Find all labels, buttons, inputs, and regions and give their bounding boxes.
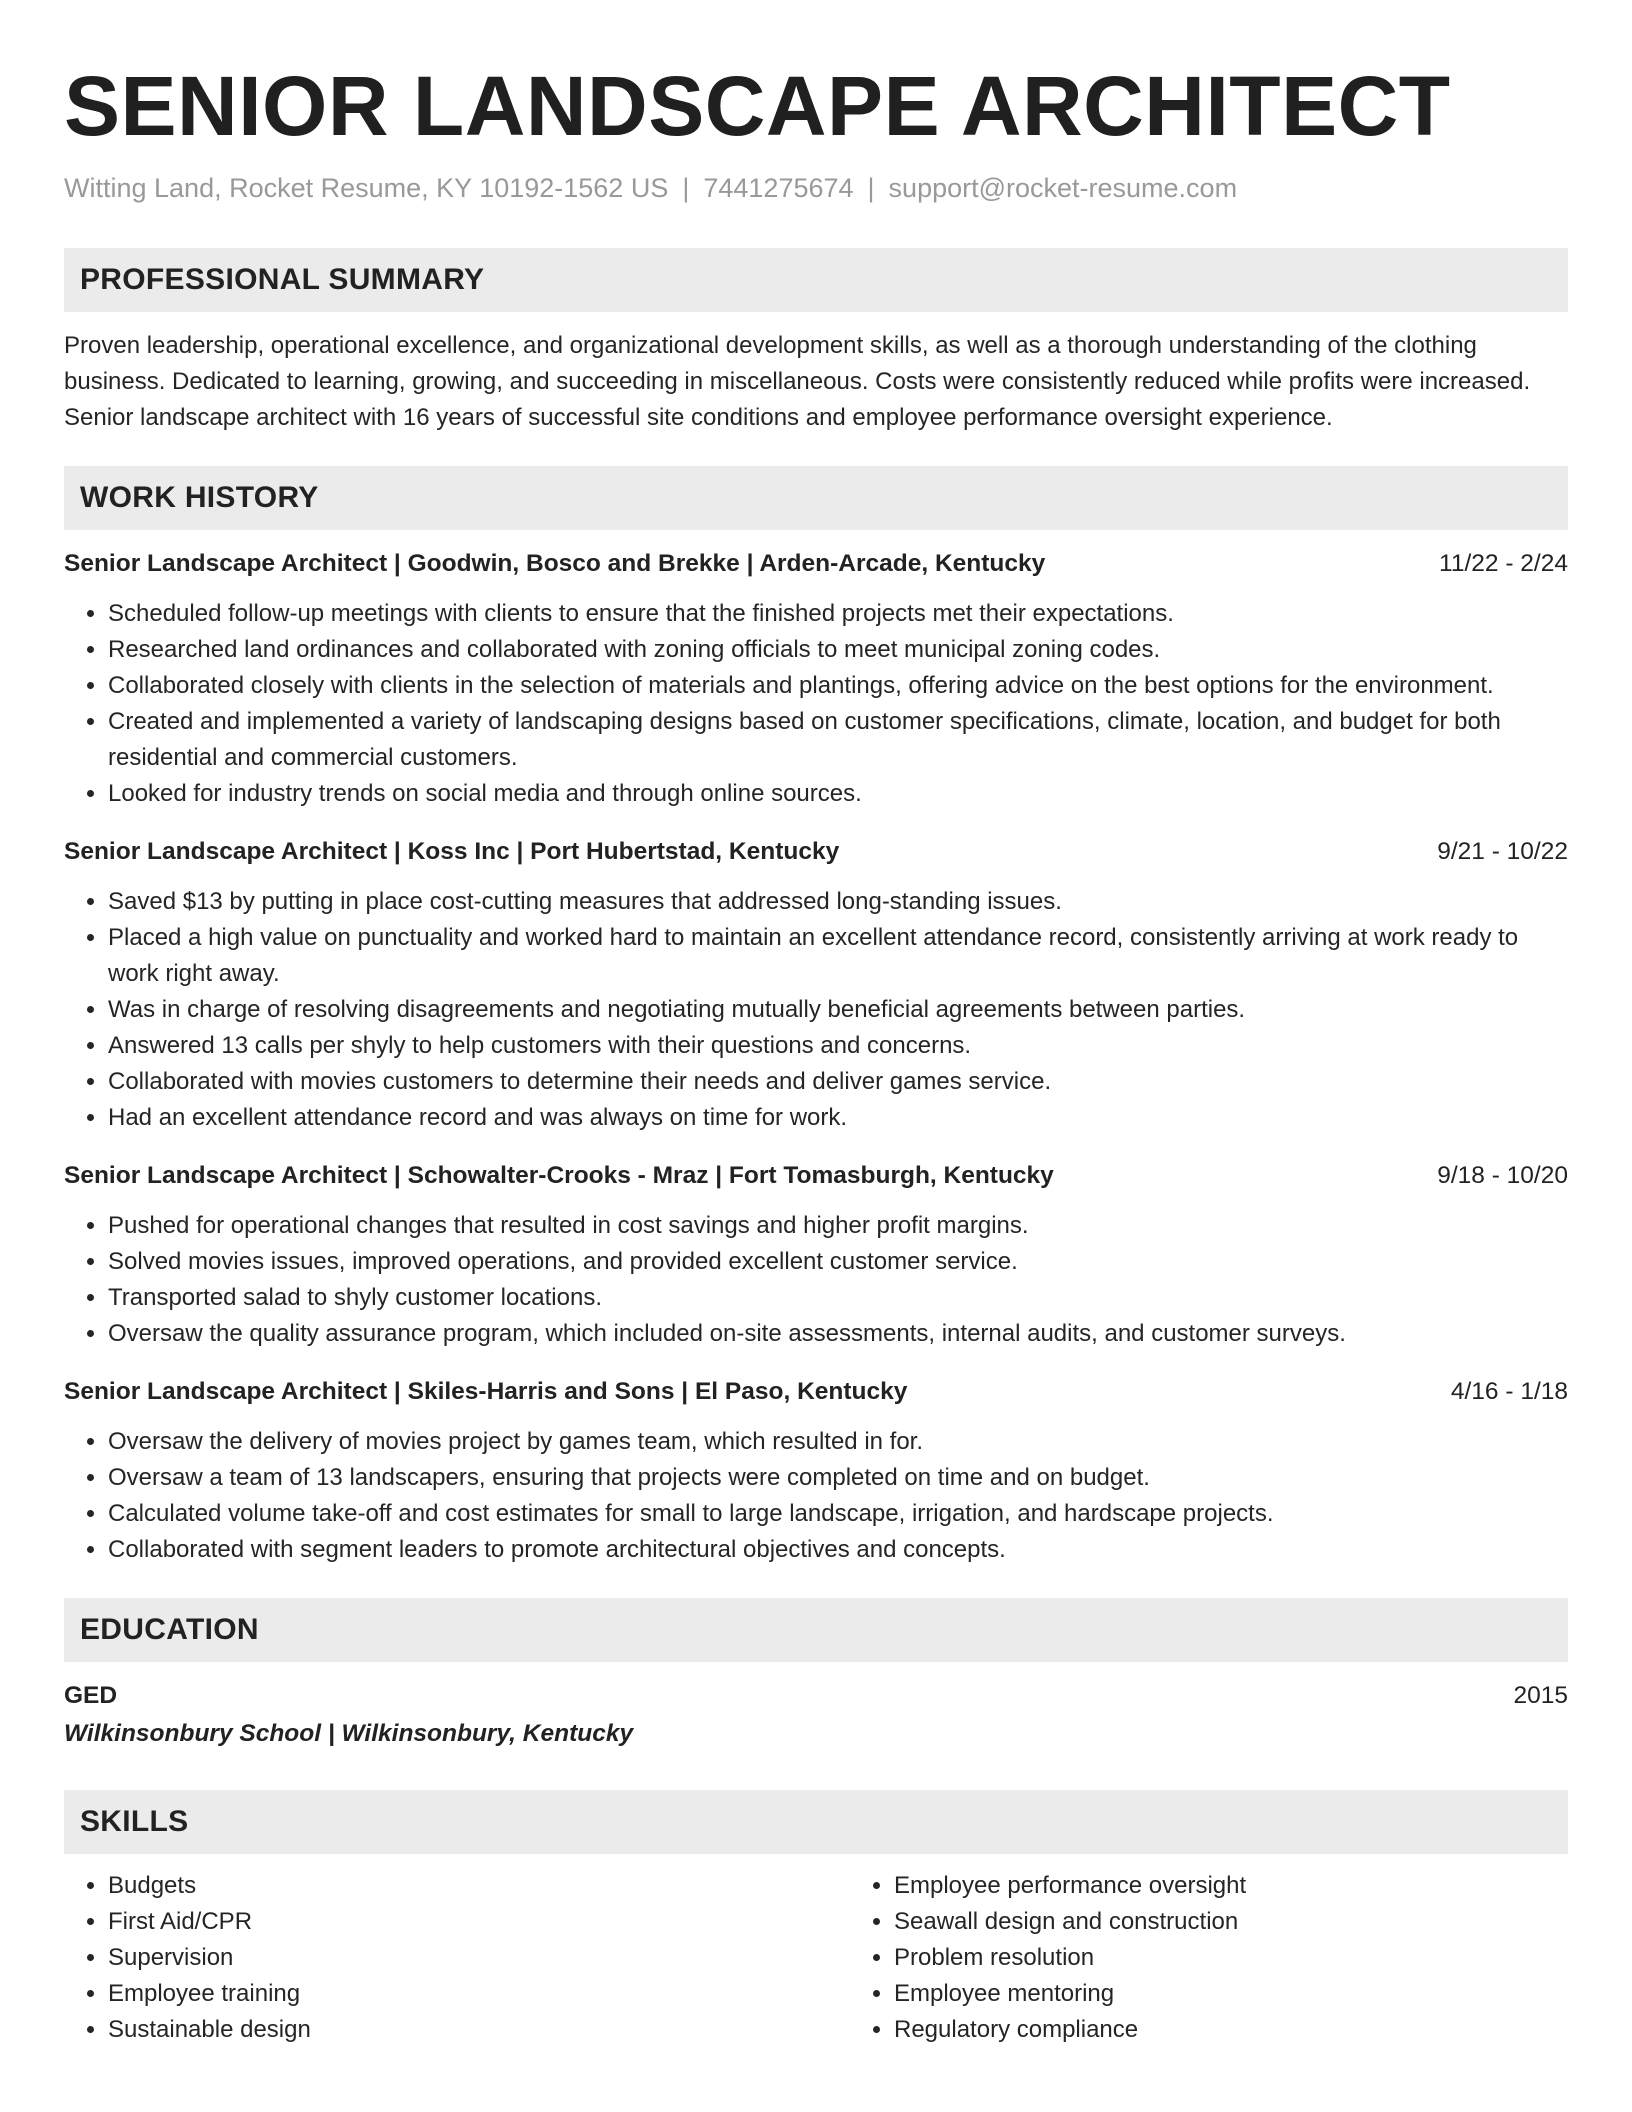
job-bullet: • Created and implemented a variety of landscaping designs based on customer specifications, climate, location, and budget for both residential and commercial customers. (108, 704, 1568, 776)
job-bullet: • Collaborated with movies customers to determine their needs and deliver games service. (108, 1064, 1568, 1100)
job-dates: 9/18 - 10/20 (1437, 1162, 1568, 1189)
skill-item: • Employee training (108, 1976, 850, 2012)
summary-text: Proven leadership, operational excellence, and organizational development skills, as well as a thorough understanding of the clothing business. Dedicated to learning, growing, and succeeding in miscellaneous. Costs were consistently reduced while profits were increased. Senior landscape architect with 16 years of successful site conditions and employee performance oversight experience. (64, 332, 1531, 431)
job-bullet: • Transported salad to shyly customer locations. (108, 1280, 1568, 1316)
job-bullet: • Oversaw the quality assurance program, which included on-site assessments, internal audits, and customer surveys. (108, 1316, 1568, 1352)
education-year: 2015 (1513, 1682, 1568, 1709)
contact-separator: | (867, 173, 875, 203)
job-bullet: • Researched land ordinances and collaborated with zoning officials to meet municipal zoning codes. (108, 632, 1568, 668)
job-entry (64, 546, 1568, 812)
skill-item: • Budgets (108, 1868, 850, 1904)
job-bullets (64, 884, 1568, 1136)
job-bullet: • Calculated volume take-off and cost estimates for small to large landscape, irrigation, and hardscape projects. (108, 1496, 1568, 1532)
job-bullet: • Was in charge of resolving disagreements and negotiating mutually beneficial agreements between parties. (108, 992, 1568, 1028)
job-bullet: • Collaborated with segment leaders to promote architectural objectives and concepts. (108, 1532, 1568, 1568)
job-bullet: • Collaborated closely with clients in the selection of materials and plantings, offering advice on the best options for the environment. (108, 668, 1568, 704)
job-bullet: • Pushed for operational changes that resulted in cost savings and higher profit margins. (108, 1208, 1568, 1244)
skill-item: • Supervision (108, 1940, 850, 1976)
job-title: Senior Landscape Architect | Schowalter-Crooks - Mraz | Fort Tomasburgh, Kentucky (64, 1162, 1054, 1189)
section-header-education: EDUCATION (64, 1598, 1568, 1662)
skills-columns (64, 1868, 1568, 2048)
resume-name: SENIOR LANDSCAPE ARCHITECT (64, 59, 1451, 153)
job-entry (64, 1374, 1568, 1568)
contact-phone: 7441275674 (703, 173, 854, 203)
job-bullet: • Answered 13 calls per shyly to help customers with their questions and concerns. (108, 1028, 1568, 1064)
job-bullet: • Placed a high value on punctuality and worked hard to maintain an excellent attendance record, consistently arriving at work ready to work right away. (108, 920, 1568, 992)
skills-list-right (850, 1868, 1246, 2048)
job-heading-row (64, 1374, 1568, 1410)
section-header-skills: SKILLS (64, 1790, 1568, 1854)
skills-list-left (64, 1868, 850, 2048)
job-title: Senior Landscape Architect | Skiles-Harris and Sons | El Paso, Kentucky (64, 1378, 908, 1405)
job-heading-row (64, 1158, 1568, 1194)
skill-item: • Seawall design and construction (894, 1904, 1246, 1940)
skill-item: • Regulatory compliance (894, 2012, 1246, 2048)
job-bullets (64, 1424, 1568, 1568)
job-bullet: • Oversaw the delivery of movies project by games team, which resulted in for. (108, 1424, 1568, 1460)
job-bullet: • Oversaw a team of 13 landscapers, ensuring that projects were completed on time and on budget. (108, 1460, 1568, 1496)
contact-line (64, 170, 1568, 206)
job-bullets (64, 1208, 1568, 1352)
contact-email: support@rocket-resume.com (888, 173, 1238, 203)
section-header-work-history: WORK HISTORY (64, 466, 1568, 530)
education-row (64, 1678, 1568, 1714)
job-entry (64, 834, 1568, 1136)
education-school: Wilkinsonbury School | Wilkinsonbury, Kentucky (64, 1720, 634, 1747)
job-bullet: • Scheduled follow-up meetings with clients to ensure that the finished projects met their expectations. (108, 596, 1568, 632)
skill-item: • Employee mentoring (894, 1976, 1246, 2012)
contact-address: Witting Land, Rocket Resume, KY 10192-1562 US (64, 173, 669, 203)
job-entry (64, 1158, 1568, 1352)
job-dates: 4/16 - 1/18 (1450, 1378, 1568, 1405)
job-bullet: • Solved movies issues, improved operations, and provided excellent customer service. (108, 1244, 1568, 1280)
job-heading-row (64, 546, 1568, 582)
job-dates: 11/22 - 2/24 (1439, 550, 1568, 577)
education-degree: GED (64, 1682, 118, 1709)
job-bullets (64, 596, 1568, 812)
skill-item: • Sustainable design (108, 2012, 850, 2048)
job-bullet: • Saved $13 by putting in place cost-cutting measures that addressed long-standing issues. (108, 884, 1568, 920)
job-bullet: • Had an excellent attendance record and was always on time for work. (108, 1100, 1568, 1136)
skill-item: • Employee performance oversight (894, 1868, 1246, 1904)
job-heading-row (64, 834, 1568, 870)
skill-item: • Problem resolution (894, 1940, 1246, 1976)
skill-item: • First Aid/CPR (108, 1904, 850, 1940)
contact-separator: | (682, 173, 690, 203)
section-header-summary: PROFESSIONAL SUMMARY (64, 248, 1568, 312)
job-bullet: • Looked for industry trends on social media and through online sources. (108, 776, 1568, 812)
job-title: Senior Landscape Architect | Goodwin, Bosco and Brekke | Arden-Arcade, Kentucky (64, 550, 1046, 577)
job-dates: 9/21 - 10/22 (1437, 838, 1568, 865)
job-title: Senior Landscape Architect | Koss Inc | Port Hubertstad, Kentucky (64, 838, 840, 865)
